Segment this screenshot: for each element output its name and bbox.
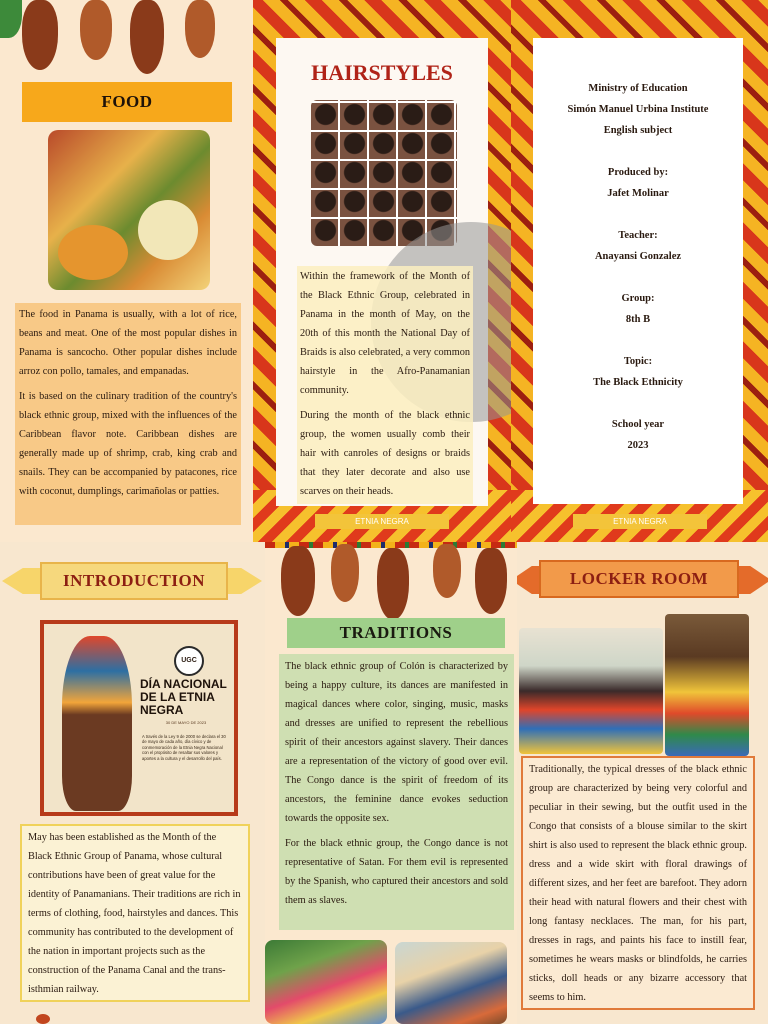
hairstyles-paragraph-1: Within the framework of the Month of the Black Ethnic Group, celebrated in Panama in the month of May, on the 20th of this month the National Day of Braids is also celebrated, a very common hairstyle in the Afro-Panamanian community. xyxy=(300,271,470,396)
decorative-hand-icon xyxy=(185,0,215,58)
poster-date: 30 DE MAYO DE 2023 xyxy=(165,720,207,725)
locker-title-banner xyxy=(539,560,739,598)
cover-card xyxy=(533,38,743,504)
intro-title-banner xyxy=(40,562,228,600)
cover-panel xyxy=(511,0,768,542)
food-title: FOOD xyxy=(101,92,153,111)
decorative-dot xyxy=(36,1014,50,1024)
decorative-hand-icon xyxy=(22,0,58,70)
traditions-title: TRADITIONS xyxy=(339,623,453,642)
food-photo xyxy=(48,130,210,290)
intro-poster xyxy=(40,620,238,816)
decorative-hand-icon xyxy=(80,0,112,60)
hairstyles-panel xyxy=(253,0,511,542)
traditions-title-banner xyxy=(287,618,505,648)
locker-paragraph: Traditionally, the typical dresses of the black ethnic group are characterized by being very colorful and peculiar in their sewing, but the outfit used in the Congo that consists of a blouse similar to the skirt shirt is also used to represent the black ethnic group. dress and a wide skirt with floral drawings of different sizes, and her feet are barefoot. They adorn their head with natural flowers and their chest with long fantasy necklaces. The man, for his part, dresses in rags, and paints his face to instill fear, sometimes he wears masks or blindfolds, he carries sticks, doll heads or any bizarre accessory that seems to him. xyxy=(529,764,747,1003)
hairstyles-footer-tag: ETNIA NEGRA xyxy=(315,514,449,529)
food-paragraph-2: It is based on the culinary tradition of the country's black ethnic group, mixed with the influences of the Caribbean flavor note. Caribbean dishes are generally made up of shrimp, crab, king crab and snails. They can be accompanied by patacones, rice with coconut, dumplings, carimañolas or patties. xyxy=(19,391,237,497)
traditions-paragraph-2: For the black ethnic group, the Congo dance is not representative of Satan. For them evil is represented by the Spanish, who captured their ancestors and sold them as slaves. xyxy=(285,838,508,906)
hairstyles-photo-grid xyxy=(311,100,457,246)
traditions-paragraph-1: The black ethnic group of Colón is characterized by being a happy culture, its dances are manifested in magical dances where color, singing, music, masks and dresses are unified to represent the rebellious spirit of their ancestors against slavery. Their dances are a representation of the victory of good over evil. The Congo dance is the spirit of freedom of its ancestors, the feminine dance evokes seduction towards the opposite sex. xyxy=(285,661,508,824)
food-text-box xyxy=(15,303,241,525)
poster-title: DÍA NACIONAL DE LA ETNIA NEGRA xyxy=(140,677,227,717)
cover-subject: English subject xyxy=(603,125,673,136)
cover-topic-label: Topic: xyxy=(623,356,653,367)
cover-group-value: 8th B xyxy=(625,314,651,325)
traditions-panel xyxy=(265,542,517,1024)
intro-paragraph: May has been established as the Month of the Black Ethnic Group of Panama, whose cultural contributions have been of great value for the identity of Panamanians. Their traditions are rich in terms of clothing, food, hairstyles and dances. This community has contributed to the development of the nation in important projects such as the construction of the Panama Canal and the trans-isthmian railway. xyxy=(28,832,241,995)
traditions-photo-1 xyxy=(265,940,387,1024)
decorative-hand-icon xyxy=(281,546,315,616)
cover-produced-label: Produced by: xyxy=(607,167,669,178)
locker-photo-2 xyxy=(665,614,749,756)
traditions-text-box xyxy=(279,654,514,930)
cover-year-value: 2023 xyxy=(627,440,649,451)
poster-body: A través de la Ley 9 de 2000 se declara el 30 de mayo de cada año, día cívico y de conmemoración de la Etnia Negra Nacional con el propósito de resaltar sus valores y aportes a la cultura y el desarrollo del país. xyxy=(142,734,226,761)
cover-teacher-label: Teacher: xyxy=(618,230,658,241)
hairstyles-text-box xyxy=(297,266,473,504)
decorative-hand-icon xyxy=(377,548,409,620)
intro-text-box xyxy=(20,824,250,1002)
locker-title: LOCKER ROOM xyxy=(569,569,709,588)
hairstyles-paragraph-2: During the month of the black ethnic group, the women usually comb their hair with canroles of designs or braids that they later decorate and also use scarves on their heads. xyxy=(300,410,470,497)
locker-panel xyxy=(517,542,768,1024)
poster-woman-figure xyxy=(62,636,132,811)
traditions-photo-2 xyxy=(395,942,507,1024)
locker-text-box xyxy=(521,756,755,1010)
cover-topic-value: The Black Ethnicity xyxy=(593,377,683,388)
poster-logo: UGC xyxy=(174,646,204,676)
decorative-leaf xyxy=(0,0,22,38)
decorative-hand-icon xyxy=(475,548,507,614)
cover-institute: Simón Manuel Urbina Institute xyxy=(567,104,709,115)
decorative-hand-icon xyxy=(433,544,461,598)
cover-footer-tag: ETNIA NEGRA xyxy=(573,514,707,529)
cover-teacher-name: Anayansi Gonzalez xyxy=(594,251,682,262)
cover-ministry: Ministry of Education xyxy=(588,83,688,94)
food-panel xyxy=(0,0,253,542)
cover-produced-name: Jafet Molinar xyxy=(607,188,669,199)
intro-title: INTRODUCTION xyxy=(62,571,206,590)
decorative-hand-icon xyxy=(331,544,359,602)
cover-year-label: School year xyxy=(611,419,665,430)
food-paragraph-1: The food in Panama is usually, with a lot of rice, beans and meat. One of the most popular dishes in Panama is sancocho. Other popular dishes include arroz con pollo, tamales, and empanadas. xyxy=(19,309,237,377)
introduction-panel xyxy=(0,542,265,1024)
cover-group-label: Group: xyxy=(621,293,655,304)
food-title-banner xyxy=(22,82,232,122)
locker-photo-1 xyxy=(519,628,663,754)
hairstyles-title: HAIRSTYLES xyxy=(311,60,453,85)
decorative-hand-icon xyxy=(130,0,164,74)
